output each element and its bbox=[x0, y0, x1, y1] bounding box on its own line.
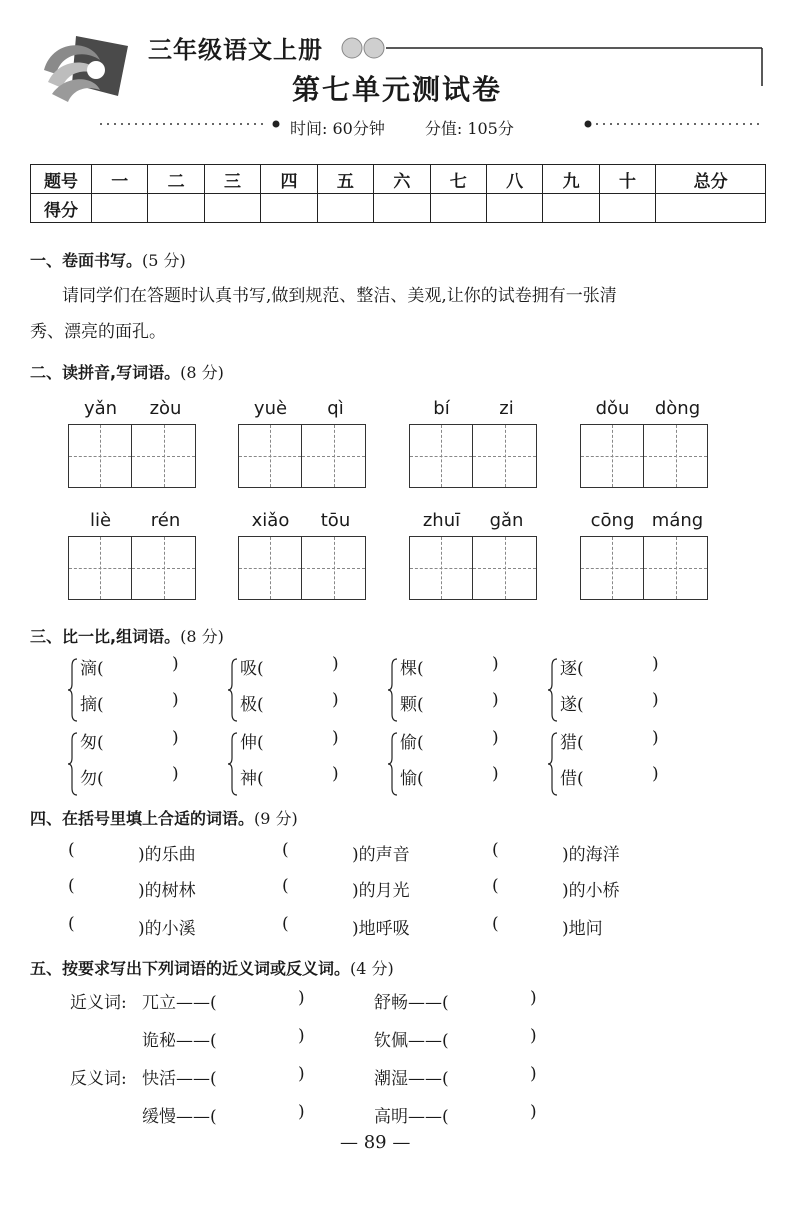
compare-char: 勿( bbox=[80, 769, 104, 789]
writing-box[interactable] bbox=[68, 536, 132, 600]
open-paren: ( bbox=[282, 914, 289, 934]
brace-icon bbox=[68, 732, 78, 796]
score-input-cell[interactable] bbox=[92, 194, 148, 223]
table-cell: 总分 bbox=[656, 165, 766, 194]
pinyin-syllable: dòng bbox=[654, 398, 701, 419]
pinyin-syllable: bí bbox=[433, 398, 450, 419]
brace-icon bbox=[228, 658, 238, 722]
writing-box[interactable] bbox=[580, 424, 644, 488]
compare-line[interactable] bbox=[80, 690, 190, 715]
section-points: (4 分) bbox=[350, 959, 394, 978]
section-title-text: 一、卷面书写。 bbox=[30, 251, 143, 270]
pinyin-group bbox=[68, 510, 198, 600]
word-pair-item[interactable] bbox=[374, 1064, 544, 1089]
compare-line[interactable] bbox=[80, 654, 190, 679]
pinyin-syllable: yuè bbox=[253, 398, 288, 419]
open-paren: ( bbox=[282, 840, 289, 860]
word-prompt: 缓慢——( bbox=[142, 1107, 217, 1127]
score-input-cell[interactable] bbox=[374, 194, 430, 223]
table-row bbox=[31, 194, 766, 223]
compare-line[interactable] bbox=[240, 728, 350, 753]
brace-icon bbox=[548, 732, 558, 796]
fill-suffix: )的乐曲 bbox=[138, 845, 196, 865]
close-paren: ) bbox=[172, 728, 179, 748]
compare-line[interactable] bbox=[240, 764, 350, 789]
compare-line[interactable] bbox=[400, 764, 510, 789]
tian-grid-row bbox=[409, 424, 539, 488]
pinyin-group bbox=[580, 510, 710, 600]
word-prompt: 诡秘——( bbox=[142, 1031, 217, 1051]
pinyin-group bbox=[409, 398, 539, 488]
brace-icon bbox=[228, 732, 238, 796]
pinyin-labels bbox=[580, 510, 710, 536]
word-pair-item[interactable] bbox=[142, 1026, 312, 1051]
publisher-logo-icon bbox=[38, 30, 130, 112]
exam-meta bbox=[290, 116, 514, 139]
open-paren: ( bbox=[492, 914, 499, 934]
section-1-line-1: 请同学们在答题时认真书写,做到规范、整洁、美观,让你的试卷拥有一张清 bbox=[62, 286, 617, 306]
close-paren: ) bbox=[492, 654, 499, 674]
compare-pair bbox=[68, 654, 188, 726]
section-1-line-2: 秀、漂亮的面孔。 bbox=[30, 322, 166, 342]
word-prompt: 高明——( bbox=[374, 1107, 449, 1127]
table-cell: 得分 bbox=[31, 194, 92, 223]
close-paren: ) bbox=[530, 988, 537, 1008]
tian-grid-row bbox=[68, 424, 198, 488]
pinyin-syllable: liè bbox=[89, 510, 112, 531]
pinyin-group bbox=[68, 398, 198, 488]
compare-char: 滴( bbox=[80, 659, 104, 679]
table-row bbox=[31, 165, 766, 194]
pinyin-labels bbox=[68, 398, 198, 424]
pinyin-syllable: cōng bbox=[590, 510, 635, 531]
book-title: 三年级语文上册 bbox=[148, 36, 323, 64]
pinyin-syllable: zhuī bbox=[422, 510, 461, 531]
score-input-cell[interactable] bbox=[261, 194, 317, 223]
close-paren: ) bbox=[530, 1026, 537, 1046]
word-prompt: 快活——( bbox=[142, 1069, 217, 1089]
fill-suffix: )地呼吸 bbox=[352, 919, 410, 939]
word-pair-item[interactable] bbox=[374, 1026, 544, 1051]
fill-item[interactable] bbox=[68, 914, 238, 938]
writing-box[interactable] bbox=[132, 536, 196, 600]
fill-item[interactable] bbox=[282, 840, 452, 864]
close-paren: ) bbox=[652, 690, 659, 710]
close-paren: ) bbox=[298, 988, 305, 1008]
section-3-title bbox=[30, 624, 224, 647]
fill-item[interactable] bbox=[282, 914, 452, 938]
synonym-label: 近义词: bbox=[70, 993, 127, 1013]
fill-suffix: )的小桥 bbox=[562, 881, 620, 901]
writing-box[interactable] bbox=[302, 424, 366, 488]
fill-item[interactable] bbox=[492, 876, 662, 900]
pinyin-group bbox=[409, 510, 539, 600]
close-paren: ) bbox=[492, 728, 499, 748]
compare-char: 极( bbox=[240, 695, 264, 715]
writing-box[interactable] bbox=[580, 536, 644, 600]
section-points: (8 分) bbox=[180, 627, 224, 646]
compare-pair bbox=[388, 728, 508, 800]
fill-suffix: )的海洋 bbox=[562, 845, 620, 865]
open-paren: ( bbox=[68, 840, 75, 860]
word-prompt: 舒畅——( bbox=[374, 993, 449, 1013]
score-input-cell[interactable] bbox=[656, 194, 766, 223]
compare-char: 颗( bbox=[400, 695, 424, 715]
close-paren: ) bbox=[530, 1064, 537, 1084]
compare-pair bbox=[388, 654, 508, 726]
section-4-title bbox=[30, 806, 298, 829]
brace-icon bbox=[388, 732, 398, 796]
table-cell: 七 bbox=[430, 165, 486, 194]
table-cell: 九 bbox=[543, 165, 599, 194]
compare-pair bbox=[228, 654, 348, 726]
pinyin-syllable: tōu bbox=[320, 510, 351, 531]
brace-icon bbox=[548, 658, 558, 722]
writing-box[interactable] bbox=[409, 424, 473, 488]
tian-grid-row bbox=[238, 536, 368, 600]
table-cell: 题号 bbox=[31, 165, 92, 194]
compare-pair bbox=[548, 654, 668, 726]
word-pair-item[interactable] bbox=[142, 988, 312, 1013]
fill-suffix: )地问 bbox=[562, 919, 603, 939]
pinyin-syllable: dǒu bbox=[595, 398, 630, 419]
compare-char: 遂( bbox=[560, 695, 584, 715]
writing-box[interactable] bbox=[132, 424, 196, 488]
section-title-text: 二、读拼音,写词语。 bbox=[30, 363, 181, 382]
table-cell: 四 bbox=[261, 165, 317, 194]
table-cell: 八 bbox=[486, 165, 542, 194]
table-cell: 五 bbox=[317, 165, 373, 194]
pinyin-labels bbox=[238, 510, 368, 536]
page-number: — 89 — bbox=[340, 1132, 411, 1153]
close-paren: ) bbox=[172, 764, 179, 784]
compare-pair bbox=[548, 728, 668, 800]
pinyin-syllable: zi bbox=[499, 398, 514, 419]
section-points: (9 分) bbox=[254, 809, 298, 828]
compare-char: 愉( bbox=[400, 769, 424, 789]
fill-suffix: )的声音 bbox=[352, 845, 410, 865]
section-title-text: 三、比一比,组词语。 bbox=[30, 627, 181, 646]
open-paren: ( bbox=[68, 876, 75, 896]
section-2-title bbox=[30, 360, 224, 383]
word-prompt: 兀立——( bbox=[142, 993, 217, 1013]
writing-box[interactable] bbox=[644, 424, 708, 488]
writing-box[interactable] bbox=[68, 424, 132, 488]
table-cell: 二 bbox=[148, 165, 204, 194]
section-points: (8 分) bbox=[180, 363, 224, 382]
table-cell: 六 bbox=[374, 165, 430, 194]
compare-char: 猎( bbox=[560, 733, 584, 753]
compare-char: 吸( bbox=[240, 659, 264, 679]
pinyin-syllable: gǎn bbox=[489, 510, 524, 531]
writing-box[interactable] bbox=[302, 536, 366, 600]
fill-suffix: )的月光 bbox=[352, 881, 410, 901]
close-paren: ) bbox=[492, 764, 499, 784]
antonym-label: 反义词: bbox=[70, 1069, 127, 1089]
word-prompt: 潮湿——( bbox=[374, 1069, 449, 1089]
close-paren: ) bbox=[332, 728, 339, 748]
compare-pair bbox=[228, 728, 348, 800]
close-paren: ) bbox=[298, 1102, 305, 1122]
close-paren: ) bbox=[530, 1102, 537, 1122]
table-cell: 十 bbox=[599, 165, 655, 194]
pinyin-syllable: rén bbox=[150, 510, 181, 531]
fill-item[interactable] bbox=[492, 840, 662, 864]
exam-time: 时间: 60分钟 bbox=[290, 119, 385, 138]
open-paren: ( bbox=[492, 840, 499, 860]
compare-char: 神( bbox=[240, 769, 264, 789]
fill-suffix: )的小溪 bbox=[138, 919, 196, 939]
writing-box[interactable] bbox=[644, 536, 708, 600]
writing-box[interactable] bbox=[238, 424, 302, 488]
tian-grid-row bbox=[68, 536, 198, 600]
close-paren: ) bbox=[652, 764, 659, 784]
fill-item[interactable] bbox=[282, 876, 452, 900]
compare-line[interactable] bbox=[560, 654, 670, 679]
compare-line[interactable] bbox=[560, 728, 670, 753]
compare-char: 摘( bbox=[80, 695, 104, 715]
compare-char: 偷( bbox=[400, 733, 424, 753]
score-input-cell[interactable] bbox=[543, 194, 599, 223]
pinyin-group bbox=[580, 398, 710, 488]
exam-score: 分值: 105分 bbox=[424, 119, 514, 138]
compare-char: 逐( bbox=[560, 659, 584, 679]
pinyin-syllable: máng bbox=[651, 510, 704, 531]
section-title-text: 四、在括号里填上合适的词语。 bbox=[30, 809, 255, 828]
pinyin-labels bbox=[238, 398, 368, 424]
tian-grid-row bbox=[580, 424, 710, 488]
pinyin-labels bbox=[68, 510, 198, 536]
fill-suffix: )的树林 bbox=[138, 881, 196, 901]
fill-item[interactable] bbox=[68, 840, 238, 864]
brace-icon bbox=[68, 658, 78, 722]
tian-grid-row bbox=[409, 536, 539, 600]
compare-line[interactable] bbox=[400, 654, 510, 679]
word-pair-item[interactable] bbox=[142, 1102, 312, 1127]
close-paren: ) bbox=[332, 654, 339, 674]
close-paren: ) bbox=[298, 1026, 305, 1046]
pinyin-syllable: yǎn bbox=[83, 398, 118, 419]
word-pair-item[interactable] bbox=[142, 1064, 312, 1089]
compare-char: 匆( bbox=[80, 733, 104, 753]
compare-line[interactable] bbox=[400, 728, 510, 753]
pinyin-labels bbox=[409, 510, 539, 536]
section-5-title bbox=[30, 956, 394, 979]
compare-char: 借( bbox=[560, 769, 584, 789]
open-paren: ( bbox=[492, 876, 499, 896]
compare-line[interactable] bbox=[80, 764, 190, 789]
compare-line[interactable] bbox=[240, 690, 350, 715]
close-paren: ) bbox=[172, 654, 179, 674]
word-prompt: 钦佩——( bbox=[374, 1031, 449, 1051]
score-input-cell[interactable] bbox=[599, 194, 655, 223]
close-paren: ) bbox=[298, 1064, 305, 1084]
fill-item[interactable] bbox=[492, 914, 662, 938]
pinyin-labels bbox=[580, 398, 710, 424]
score-input-cell[interactable] bbox=[317, 194, 373, 223]
tian-grid-row bbox=[580, 536, 710, 600]
pinyin-group bbox=[238, 510, 368, 600]
score-input-cell[interactable] bbox=[430, 194, 486, 223]
table-cell: 三 bbox=[204, 165, 260, 194]
open-paren: ( bbox=[68, 914, 75, 934]
writing-box[interactable] bbox=[238, 536, 302, 600]
compare-line[interactable] bbox=[240, 654, 350, 679]
close-paren: ) bbox=[652, 728, 659, 748]
unit-title: 第七单元测试卷 bbox=[292, 73, 503, 106]
writing-box[interactable] bbox=[473, 424, 537, 488]
word-pair-item[interactable] bbox=[374, 1102, 544, 1127]
section-title-text: 五、按要求写出下列词语的近义词或反义词。 bbox=[30, 959, 351, 978]
close-paren: ) bbox=[332, 764, 339, 784]
compare-line[interactable] bbox=[560, 764, 670, 789]
pinyin-syllable: zòu bbox=[149, 398, 182, 419]
compare-char: 棵( bbox=[400, 659, 424, 679]
close-paren: ) bbox=[492, 690, 499, 710]
section-points: (5 分) bbox=[142, 251, 186, 270]
pinyin-group bbox=[238, 398, 368, 488]
close-paren: ) bbox=[172, 690, 179, 710]
compare-line[interactable] bbox=[400, 690, 510, 715]
score-table bbox=[30, 164, 766, 223]
writing-box[interactable] bbox=[409, 536, 473, 600]
score-input-cell[interactable] bbox=[148, 194, 204, 223]
compare-pair bbox=[68, 728, 188, 800]
open-paren: ( bbox=[282, 876, 289, 896]
compare-line[interactable] bbox=[80, 728, 190, 753]
score-input-cell[interactable] bbox=[486, 194, 542, 223]
score-input-cell[interactable] bbox=[204, 194, 260, 223]
brace-icon bbox=[388, 658, 398, 722]
tian-grid-row bbox=[238, 424, 368, 488]
close-paren: ) bbox=[332, 690, 339, 710]
compare-line[interactable] bbox=[560, 690, 670, 715]
writing-box[interactable] bbox=[473, 536, 537, 600]
compare-char: 伸( bbox=[240, 733, 264, 753]
table-cell: 一 bbox=[92, 165, 148, 194]
section-1-title bbox=[30, 248, 186, 271]
word-pair-item[interactable] bbox=[374, 988, 544, 1013]
pinyin-syllable: qì bbox=[327, 398, 344, 419]
pinyin-syllable: xiǎo bbox=[251, 510, 290, 531]
fill-item[interactable] bbox=[68, 876, 238, 900]
close-paren: ) bbox=[652, 654, 659, 674]
pinyin-labels bbox=[409, 398, 539, 424]
